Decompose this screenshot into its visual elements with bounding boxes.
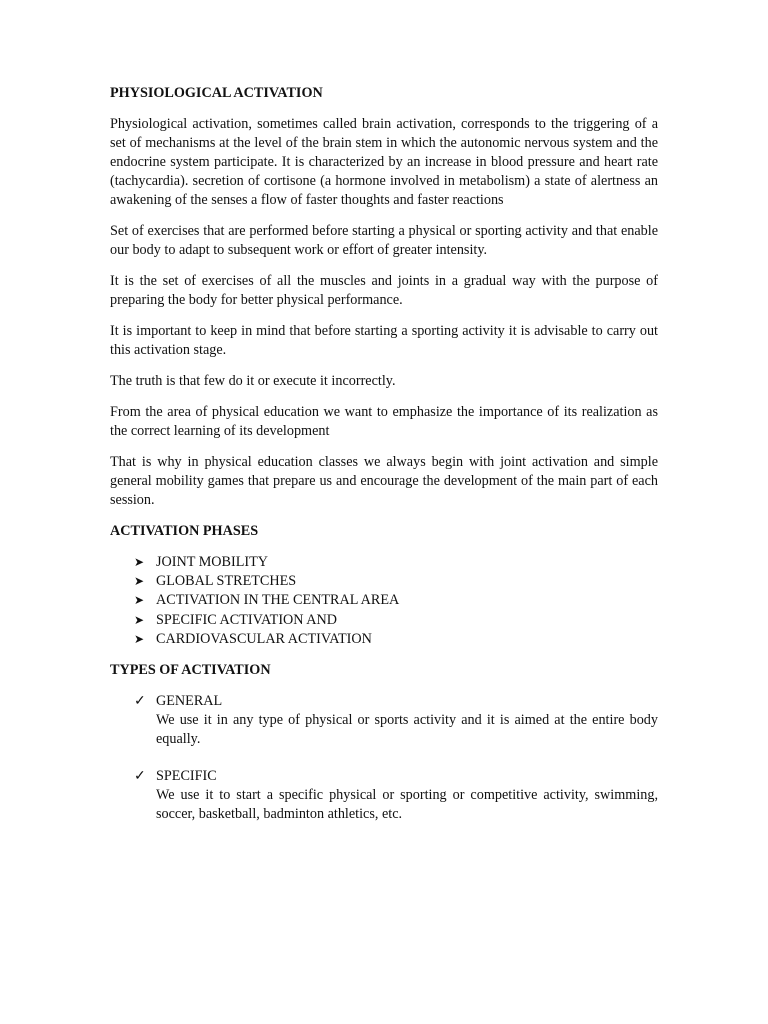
list-item-label: GLOBAL STRETCHES [156, 573, 297, 590]
phases-list [110, 553, 658, 649]
arrow-bullet-icon: ➤ [134, 555, 145, 569]
arrow-bullet-icon: ➤ [134, 574, 145, 589]
phases-heading: ACTIVATION PHASES [110, 523, 259, 539]
paragraph: It is the set of exercises of all the muscles and joints in a gradual way with the purpose of preparing the body for better physical performance. [110, 273, 658, 308]
paragraph: That is why in physical education classes we always begin with joint activation and simple general mobility games that prepare us and encourage the development of the main part of each session. [110, 454, 658, 508]
list-item [134, 572, 658, 591]
list-item-label: CARDIOVASCULAR ACTIVATION [156, 630, 372, 647]
arrow-bullet-icon: ➤ [134, 631, 145, 646]
type-description: We use it in any type of physical or sports activity and it is aimed at the entire body equally. [156, 712, 658, 748]
list-item [134, 630, 658, 649]
document-title: PHYSIOLOGICAL ACTIVATION [110, 85, 323, 101]
paragraph: Set of exercises that are performed before starting a physical or sporting activity and that enable our body to adapt to subsequent work or effort of greater intensity. [110, 223, 658, 258]
paragraph: It is important to keep in mind that before starting a sporting activity it is advisable to carry out this activation stage. [110, 323, 658, 358]
types-heading: TYPES OF ACTIVATION [110, 662, 271, 679]
paragraph: The truth is that few do it or execute it incorrectly. [110, 373, 396, 389]
checkmark-icon: ✓ [134, 769, 146, 785]
list-item-label: SPECIFIC ACTIVATION AND [156, 611, 338, 628]
checkmark-icon: ✓ [134, 694, 146, 710]
paragraph: Physiological activation, sometimes called brain activation, corresponds to the triggering of a set of mechanisms at the level of the brain stem in which the autonomic nervous system and the endocrine system participate. It is characterized by an increase in blood pressure and heart rate (tachycardia). secretion of cortisone (a hormone involved in metabolism) a state of alertness an awakening of the senses a flow of faster thoughts and faster reactions [110, 116, 658, 208]
type-description: We use it to start a specific physical or sporting or competitive activity, swimming, soccer, basketball, badminton athletics, etc. [156, 787, 658, 823]
paragraph: From the area of physical education we want to emphasize the importance of its realization as the correct learning of its development [110, 404, 658, 439]
list-item [134, 553, 658, 572]
list-item [134, 591, 658, 610]
arrow-bullet-icon: ➤ [134, 593, 145, 608]
type-title: GENERAL [156, 693, 223, 710]
type-item-specific [110, 767, 658, 824]
arrow-bullet-icon: ➤ [134, 612, 145, 627]
list-item [134, 611, 658, 630]
document-body [110, 84, 658, 842]
type-item-general [110, 692, 658, 749]
list-item-label: ACTIVATION IN THE CENTRAL AREA [156, 592, 400, 609]
list-item-label: JOINT MOBILITY [156, 554, 269, 570]
type-title: SPECIFIC [156, 768, 217, 785]
